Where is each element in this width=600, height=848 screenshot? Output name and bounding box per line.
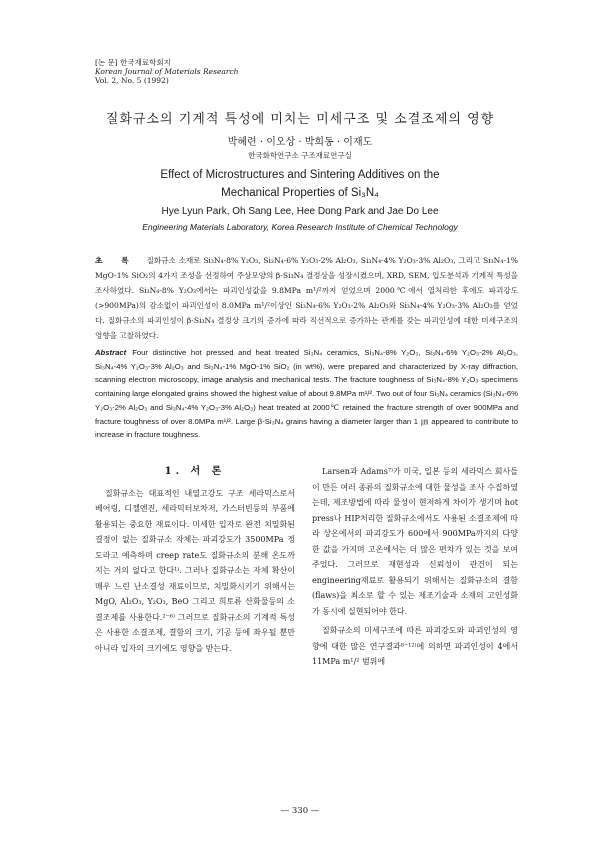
right-column-paragraph-1: Larsen과 Adams⁷⁾가 미국, 일본 등의 세라믹스 회사들이 만든 여러 종류의 질화규소에 대한 물성을 조사 수집하였는데, 제조방법에 따라 물성이 현저하게 차이가 생기며 hot press나 HIP처리한 질화규소에서도 사용된 소결조제에 따라 상온에서의 파괴강도가 600에서 900MPa까지의 다양한 값을 가지며 고온에서는 더 많은 편차가 있는 것을 보여주었다. 그러므로 재현성과 신뢰성이 관건이 되는 engineering재료로 활용되기 위해서는 질화규소의 결함(flaws)을 최소로 할 수 있는 제조기술과 소재의 고인성화가 동시에 실현되어야 한다. xyxy=(312,467,518,616)
section-heading: 1. 서 론 xyxy=(164,466,226,477)
korean-title: 질화규소의 기계적 특성에 미치는 미세구조 및 소결조제의 영향 xyxy=(105,112,495,127)
korean-abstract xyxy=(95,253,518,344)
journal-header-line2: Korean Journal of Materials Research xyxy=(95,67,239,76)
journal-header-line3: Vol. 2, No. 5 (1992) xyxy=(95,76,169,85)
left-column xyxy=(95,464,295,656)
english-authors: Hye Lyun Park, Oh Sang Lee, Hee Dong Park and Jae Do Lee xyxy=(161,206,439,217)
page-number: — 330 — xyxy=(280,806,320,816)
right-column-paragraph-2: 질화규소의 미세구조에 따른 파괴강도와 파괴인성의 영향에 대한 많은 연구결과⁸⁻¹²⁾에 의하면 파괴인성이 4에서 11MPa m¹/² 범위에 xyxy=(312,626,518,666)
english-title-line2: Mechanical Properties of Si₃N₄ xyxy=(221,187,379,199)
english-affiliation: Engineering Materials Laboratory, Korea Research Institute of Chemical Technology xyxy=(142,222,458,232)
right-column xyxy=(312,464,518,670)
english-title-line1: Effect of Microstructures and Sintering Additives on the xyxy=(160,169,440,181)
journal-header-line1: [논 문] 한국재료학회지 xyxy=(95,58,171,67)
journal-header xyxy=(95,58,238,85)
korean-affiliation: 한국화학연구소 구조재료연구실 xyxy=(248,151,352,160)
english-abstract-text: Four distinctive hot pressed and heat treated Si₃N₄ ceramics, Si₃N₄-8% Y₂O₃, Si₃N₄-6% Y₂O₃-2% Al₂O₃, Si₃N₄-4% Y₂O₃-3% Al₂O₃ and Si₃N₄-1% MgO-1% SiO₂ (in wt%), were prepared and characterized by X-ray diffraction, scanning electron microscopy, image analysis and mechanical tests. The fracture toughness of Si₃N₄-8% Y₂O₃ specimens containing large elongated grains showed the highest value of about 9.8MPa m¹/². Two out of four Si₃N₄ ceramics (Si₃N₄-6% Y₂O₃-2% Al₂O₃ and Si₃N₄-4% Y₂O₃-3% Al₂O₃) heat treated at 2000℃ retained the fracture strength of over 900MPa and fracture toughness of over 8.0MPa m¹/². Large β-Si₃N₄ grains having a diameter larger than 1 ㎛ appeared to contribute to increase in fracture toughness. xyxy=(95,348,518,440)
korean-abstract-label: 초 록 xyxy=(95,256,137,265)
english-abstract-label: Abstract xyxy=(95,348,127,357)
korean-abstract-text: 질화규소 소재로 Si₃N₄-8% Y₂O₃, Si₃N₄-6% Y₂O₃-2% Al₂O₃, Si₃N₄-4% Y₂O₃-3% Al₂O₃, 그리고 Si₃N₄-1% MgO-1% SiO₂의 4가지 조성을 선정하여 주상모양의 β-Si₃N₄ 결정상을 성장시켰으며, XRD, SEM, 입도분석과 기계적 특성을 조사하였다. Si₃N₄-8% Y₂O₃에서는 파괴인성값을 9.8MPa m¹/²까지 얻었으며 2000℃에서 열처리한 후에도 파괴강도(>900MPa)의 감소없이 파괴인성이 8.0MPa m¹/²이상인 Si₃N₄-6% Y₂O₃-2% Al₂O₃와 Si₃N₄-4% Y₂O₃-3% Al₂O₃를 얻었다. 질화규소의 파괴인성이 β-Si₃N₄ 결정상 크기의 증가에 따라 직선적으로 증가하는 관계를 갖는 파괴인성에 대한 미세구조의 영향을 고찰하였다. xyxy=(95,256,518,341)
english-title xyxy=(0,166,600,202)
korean-authors: 박혜련 · 이오상 · 박희동 · 이재도 xyxy=(227,137,373,148)
english-abstract xyxy=(95,346,518,442)
left-column-paragraph: 질화규소는 대표적인 내열고강도 구조 세라믹스로서 베어링, 디젤엔진, 세라믹터보차저, 가스터빈등의 부품에 활용되는 중요한 재료이다. 미세한 입자로 완전 치밀화된 결정이 없는 질화규소 자체는 파괴강도가 3500MPa 정도라고 예측하며 creep rate도 질화규소의 분해 온도까지는 거의 없다고 한다¹⁾. 그러나 질화규소는 자체 확산이 매우 느린 난소결성 재료이므로, 치밀화시키기 위해서는 MgO, Al₂O₃, Y₂O₃, BeO 그리고 희토류 산화물등의 소결조제를 사용한다.²⁻⁶⁾ 그러므로 질화규소의 기계적 특성은 사용한 소결조제, 결함의 크기, 기공 등에 좌우될 뿐만 아니라 입자의 크기에도 영향을 받는다. xyxy=(95,488,295,653)
